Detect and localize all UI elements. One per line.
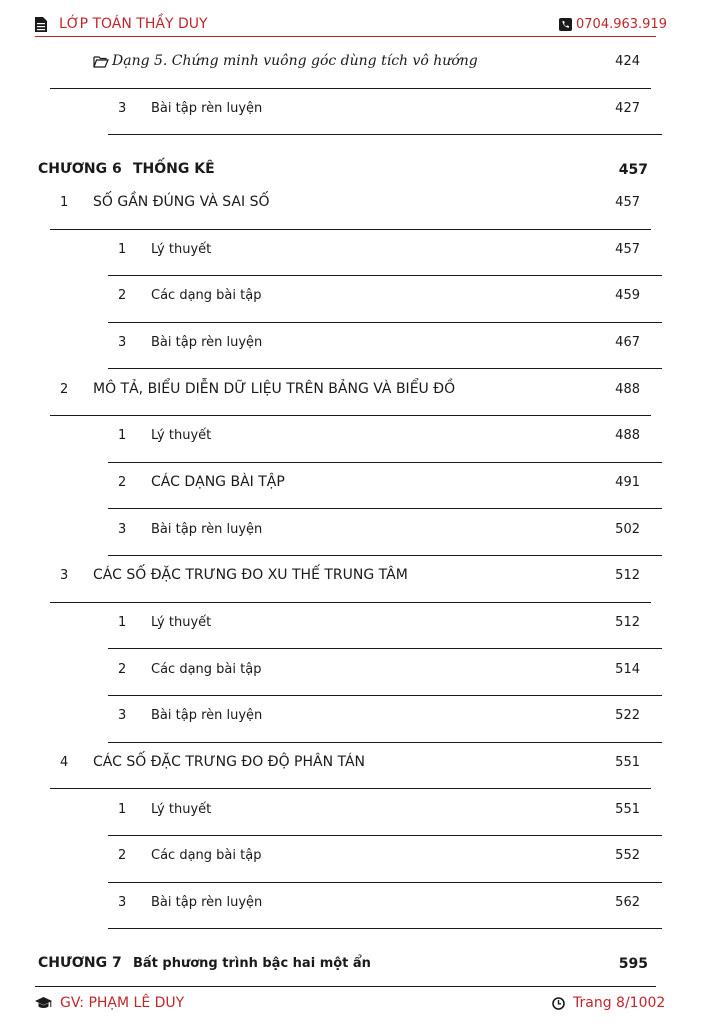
divider [108,322,662,323]
section-page: 512 [615,568,640,583]
item-page: 459 [615,288,640,303]
divider [108,368,662,369]
item-number: 3 [118,522,127,537]
item-number: 2 [118,662,127,677]
graduation-cap-icon [35,997,52,1010]
footer-rule [35,986,656,987]
item-page: 514 [615,662,640,677]
divider [108,508,662,509]
section-page: 551 [615,755,640,770]
item-number: 3 [118,895,127,910]
item-title: Lý thuyết [151,802,212,817]
divider [108,835,662,836]
divider [108,648,662,649]
divider [108,462,662,463]
divider [108,928,662,929]
item-number: 2 [118,848,127,863]
clock-icon [552,997,565,1010]
item-page: 512 [615,615,640,630]
divider [50,788,651,789]
section-number: 1 [60,195,69,210]
dang5-page: 424 [615,54,640,69]
item-title: Bài tập rèn luyện [151,522,263,537]
item-number: 1 [118,615,127,630]
item-number: 1 [118,428,127,443]
footer-page-number: Trang 8/1002 [573,995,666,1011]
item-title: Bài tập rèn luyện [151,335,263,350]
item-page: 457 [615,242,640,257]
item-title: Lý thuyết [151,615,212,630]
section-number: 3 [60,568,69,583]
section-number: 2 [60,382,69,397]
chapter-page: 457 [618,162,648,178]
document-icon [35,17,47,32]
item-title: Các dạng bài tập [151,848,262,863]
item-title: Lý thuyết [151,242,212,257]
item-number: 1 [118,802,127,817]
item-page: 488 [615,428,640,443]
section-title: SỐ GẦN ĐÚNG VÀ SAI SỐ [93,194,270,210]
dang5-title: Dạng 5. Chứng minh vuông góc dùng tích vô hướng [112,53,478,69]
chapter-title: Bất phương trình bậc hai một ẩn [133,956,371,971]
divider [108,275,662,276]
item-number: 2 [118,288,127,303]
item-number: 2 [118,475,127,490]
item-page: 551 [615,802,640,817]
section-title: CÁC SỐ ĐẶC TRƯNG ĐO XU THẾ TRUNG TÂM [93,567,408,583]
item-title: Các dạng bài tập [151,662,262,677]
chapter-page: 595 [618,956,648,972]
divider [108,882,662,883]
item-title: Bài tập rèn luyện [151,895,263,910]
phone-icon [559,18,572,31]
divider [50,88,651,89]
page-header [35,15,667,35]
item-page: 552 [615,848,640,863]
section-title: MÔ TẢ, BIỂU DIỄN DỮ LIỆU TRÊN BẢNG VÀ BIỂU ĐỒ [93,381,456,397]
header-title: LỚP TOÁN THẦY DUY [59,16,208,32]
item-title: Bài tập rèn luyện [151,708,263,723]
item-page: 522 [615,708,640,723]
chapter-label: CHƯƠNG 7 [38,955,122,971]
item-page: 467 [615,335,640,350]
header-rule [35,36,656,37]
item-title: Lý thuyết [151,428,212,443]
section-title: CÁC SỐ ĐẶC TRƯNG ĐO ĐỘ PHÂN TÁN [93,754,366,770]
divider [108,134,662,135]
item-title: CÁC DẠNG BÀI TẬP [151,474,285,490]
item-number: 3 [118,335,127,350]
item-title: Các dạng bài tập [151,288,262,303]
header-phone: 0704.963.919 [576,17,667,32]
item-title: Bài tập rèn luyện [151,101,263,116]
chapter-title: THỐNG KÊ [133,161,215,177]
divider [108,742,662,743]
section-page: 488 [615,382,640,397]
item-number: 3 [118,708,127,723]
divider [108,695,662,696]
footer-teacher: GV: PHẠM LÊ DUY [60,995,185,1011]
divider [50,229,651,230]
item-page: 427 [615,101,640,116]
item-page: 562 [615,895,640,910]
item-page: 491 [615,475,640,490]
item-number: 1 [118,242,127,257]
item-number: 3 [118,101,127,116]
section-number: 4 [60,755,69,770]
divider [50,602,651,603]
divider [50,415,651,416]
divider [108,555,662,556]
section-page: 457 [615,195,640,210]
chapter-label: CHƯƠNG 6 [38,161,122,177]
item-page: 502 [615,522,640,537]
folder-icon [93,55,109,68]
